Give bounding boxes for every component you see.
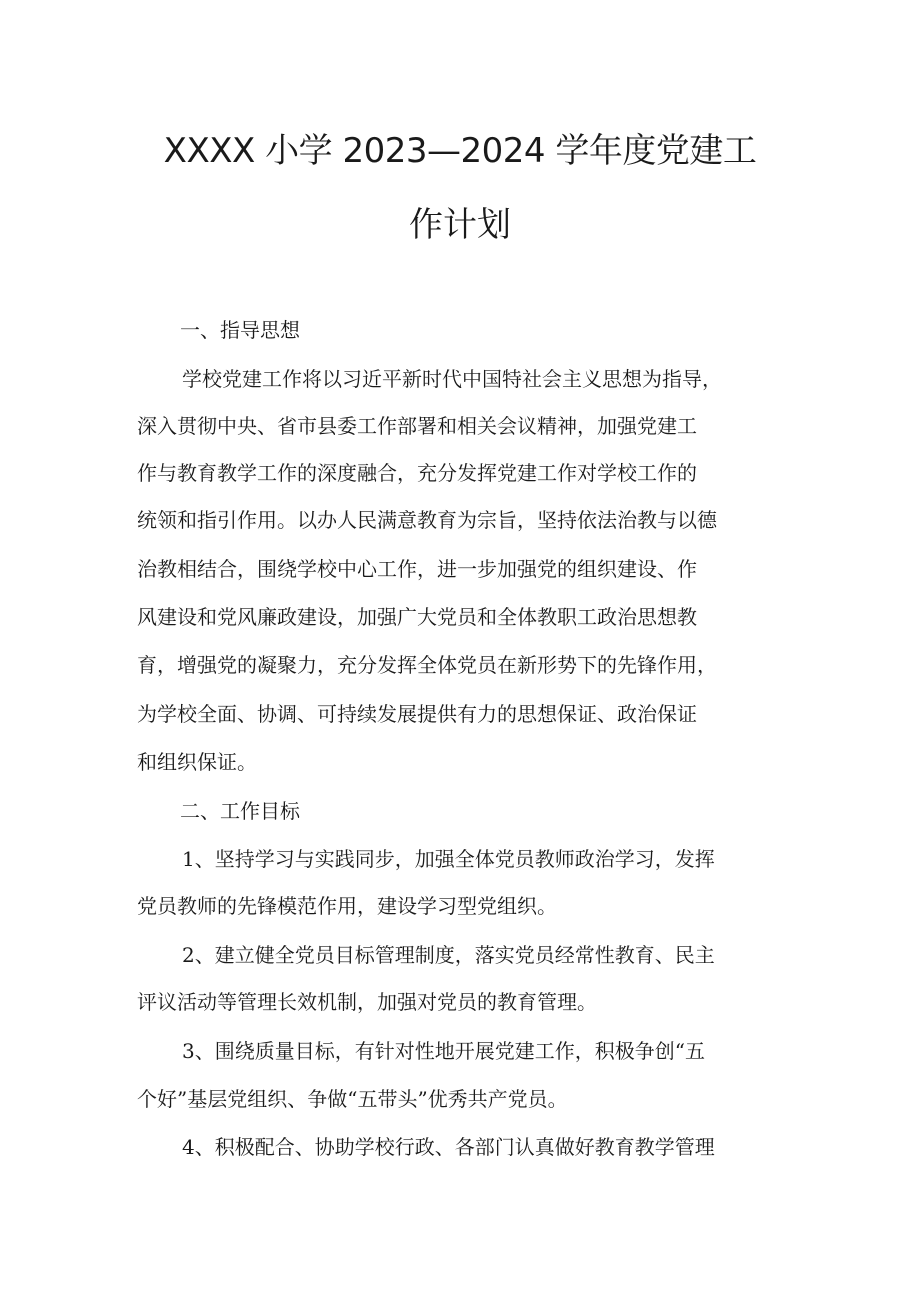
paragraph-line: 为学校全面、协调、可持续发展提供有力的思想保证、政治保证 (137, 702, 697, 726)
paragraph-line: 风建设和党风廉政建设，加强广大党员和全体教职工政治思想教 (137, 605, 697, 629)
document-title-line-1: XXXX 小学 2023—2024 学年度党建工 (163, 131, 757, 171)
list-item-line: 2、建立健全党员目标管理制度，落实党员经常性教育、民主 (182, 943, 715, 967)
section-heading-guiding-ideology: 一、指导思想 (180, 318, 300, 342)
paragraph-line: 统领和指引作用。以办人民满意教育为宗旨，坚持依法治教与以德 (137, 508, 717, 532)
list-item-line: 评议活动等管理长效机制，加强对党员的教育管理。 (137, 990, 597, 1014)
list-item-line: 党员教师的先锋模范作用，建设学习型党组织。 (137, 894, 557, 918)
section-heading-work-goals: 二、工作目标 (180, 799, 300, 823)
list-item-line: 个好”基层党组织、争做“五带头”优秀共产党员。 (137, 1087, 568, 1111)
document-title-line-2: 作计划 (409, 205, 511, 245)
list-item-line: 4、积极配合、协助学校行政、各部门认真做好教育教学管理 (182, 1135, 715, 1159)
list-item-line: 3、围绕质量目标，有针对性地开展党建工作，积极争创“五 (182, 1039, 705, 1063)
paragraph-line: 和组织保证。 (137, 750, 257, 774)
paragraph-line: 育，增强党的凝聚力，充分发挥全体党员在新形势下的先锋作用， (137, 653, 717, 677)
paragraph-line: 治教相结合，围绕学校中心工作，进一步加强党的组织建设、作 (137, 557, 697, 581)
paragraph-line: 学校党建工作将以习近平新时代中国特社会主义思想为指导， (182, 367, 722, 391)
paragraph-line: 深入贯彻中央、省市县委工作部署和相关会议精神，加强党建工 (137, 414, 697, 438)
paragraph-line: 作与教育教学工作的深度融合，充分发挥党建工作对学校工作的 (137, 461, 697, 485)
list-item-line: 1、坚持学习与实践同步，加强全体党员教师政治学习，发挥 (182, 847, 715, 871)
